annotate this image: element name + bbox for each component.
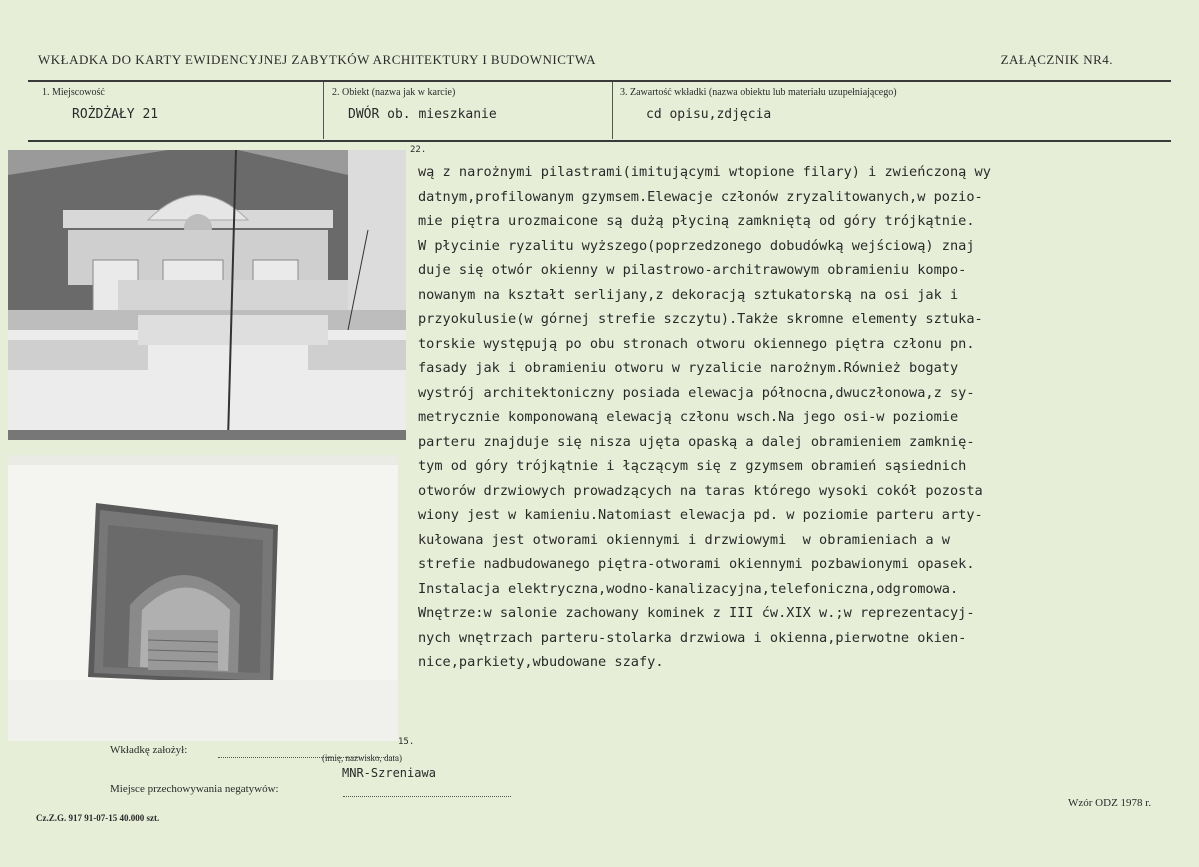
text-line: wiony jest w kamieniu.Natomiast elewacja pd. w poziomie parteru arty- (418, 507, 983, 523)
field-divider (323, 82, 324, 139)
field-label-object: 2. Obiekt (nazwa jak w karcie) (332, 87, 456, 98)
text-line: datnym,profilowanym gzymsem.Elewacje członów zryzalitowanych,w pozio- (418, 188, 983, 205)
field-value-object: DWÓR ob. mieszkanie (348, 107, 497, 122)
text-line: wą z narożnymi pilastrami(imitującymi wtopione filary) i zwieńczoną wy (418, 164, 991, 180)
fireplace-photo (8, 455, 398, 741)
text-line: Instalacja elektryczna,wodno-kanalizacyjna,telefoniczna,odgromowa. (418, 580, 959, 597)
top-rule (28, 80, 1171, 82)
text-line: nice,parkiety,wbudowane szafy. (418, 654, 664, 670)
storage-line (343, 796, 511, 797)
form-title: WKŁADKA DO KARTY EWIDENCYJNEJ ZABYTKÓW ARCHITEKTURY I BUDOWNICTWA (38, 52, 597, 67)
attachment-number: ZAŁĄCZNIK NR4. (1000, 52, 1113, 67)
header-bottom-rule (28, 140, 1171, 142)
print-info: Cz.Z.G. 917 91-07-15 40.000 szt. (36, 813, 160, 823)
field-value-contents: cd opisu,zdjęcia (646, 107, 772, 122)
text-line: mie piętra urozmaicone są dużą płyciną zamkniętą od góry trójkątnie. (418, 213, 975, 229)
storage-label: Miejsce przechowywania negatywów: (110, 783, 279, 795)
field-value-location: ROŻDŻAŁY 21 (72, 107, 159, 122)
text-line: fasady jak i obramieniu otworu w ryzalicie narożnym.Również bogaty (418, 360, 959, 376)
text-line: przyokulusie(w górnej strefie szczytu).Także skromne elementy sztuka- (418, 311, 983, 327)
text-line: kułowana jest otworami okiennymi i drzwiowymi w obramieniach a w (418, 531, 950, 548)
text-line: torskie występują po obu stronach otworu okiennego piętra członu pn. (418, 335, 975, 352)
text-line: metrycznie komponowaną elewacją członu wsch.Na jego osi-w poziomie (418, 409, 959, 425)
text-line: Wnętrze:w salonie zachowany kominek z III ćw.XIX w.;w reprezentacyj- (418, 605, 975, 621)
storage-value: MNR-Szreniawa (342, 766, 436, 780)
field-label-location: 1. Miejscowość (42, 87, 105, 98)
facade-photo (8, 150, 406, 440)
page-number-top: 22. (410, 145, 427, 155)
text-line: nych wnętrzach parteru-stolarka drzwiowa i okienna,pierwotne okien- (418, 629, 967, 646)
text-line: wystrój architektoniczny posiada elewacja północna,dwuczłonowa,z sy- (418, 384, 975, 401)
text-line: parteru znajduje się nisza ujęta opaską a dalej obramieniem zamknię- (418, 433, 975, 450)
text-line: otworów drzwiowych prowadzących na taras którego wysoki cokół pozosta (418, 482, 983, 499)
field-label-contents: 3. Zawartość wkładki (nazwa obiektu lub materiału uzupełniającego) (620, 87, 897, 98)
created-by-hint: (imię, nazwisko, data) (322, 753, 402, 763)
page-number-bottom: 15. (398, 737, 415, 747)
description-text (418, 160, 1118, 675)
text-line: duje się otwór okienny w pilastrowo-architrawowym obramieniu kompo- (418, 262, 967, 278)
text-line: tym od góry trójkątnie i łączącym się z gzymsem obramień sąsiednich (418, 458, 967, 474)
field-divider (612, 82, 613, 139)
created-by-label: Wkładkę założył: (110, 744, 188, 756)
text-line: strefie nadbudowanego piętra-otworami okiennymi pozbawionymi opasek. (418, 556, 975, 572)
text-line: W płycinie ryzalitu wyższego(poprzedzonego dobudówką wejściową) znaj (418, 237, 975, 254)
text-line: nowanym na kształt serlijany,z dekoracją sztukatorską na osi jak i (418, 286, 959, 303)
template-info: Wzór ODZ 1978 r. (1068, 797, 1152, 809)
